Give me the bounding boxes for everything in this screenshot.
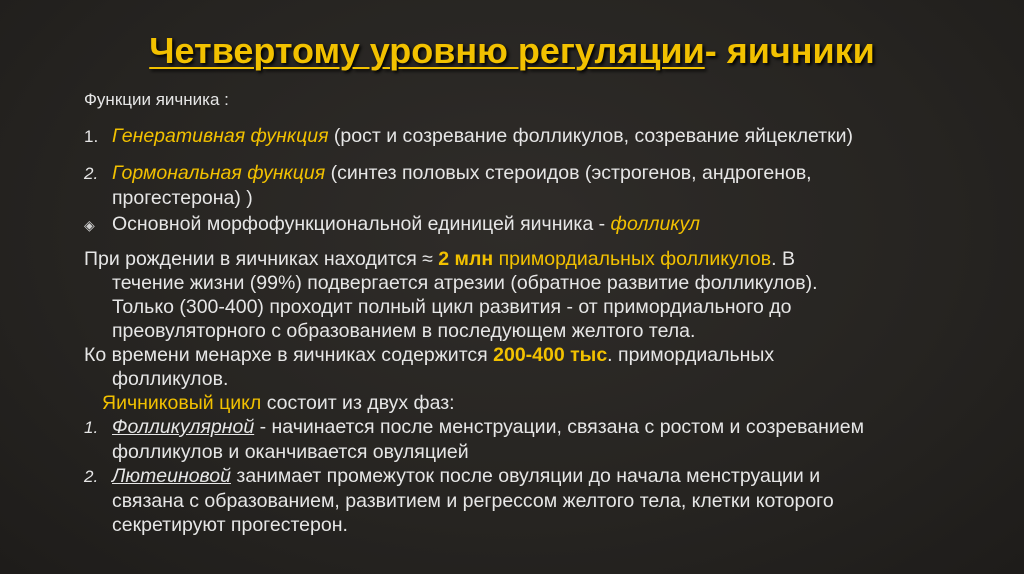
paragraph-menarche: [84, 343, 964, 391]
two-million-count: 2 млн: [438, 248, 494, 270]
slide-body: [84, 88, 964, 537]
hormonal-function-desc-2: прогестерона) ): [112, 187, 253, 209]
function-item-hormonal: [84, 161, 964, 210]
para1-line4: преовуляторного с образованием в последующем желтого тела.: [112, 320, 696, 342]
phase-follicular: [84, 415, 964, 464]
ovarian-cycle-rest: состоит из двух фаз:: [261, 392, 455, 414]
para1-line1-end: . В: [771, 248, 795, 270]
generative-function-desc: (рост и созревание фолликулов, созревание яйцеклетки): [328, 125, 854, 147]
paragraph-birth: [84, 247, 964, 343]
slide-title: [0, 30, 1024, 72]
title-underlined: Четвертому уровню регуляции: [149, 30, 705, 71]
hormonal-function-desc-1: (синтез половых стероидов (эстрогенов, андрогенов,: [325, 162, 812, 184]
follicle-count-menarche: 200-400 тыс: [493, 344, 608, 366]
function-item-generative: [84, 124, 964, 149]
phase-number: 1.: [84, 418, 99, 437]
hormonal-function-label: Гормональная функция: [112, 162, 326, 184]
bullet-morphofunctional-unit: [84, 212, 964, 237]
luteal-phase-desc-3: секретируют прогестерон.: [112, 514, 348, 536]
para1-lead: При рождении в яичниках находится ≈: [84, 248, 439, 270]
follicle-term: фолликул: [610, 213, 701, 235]
bullet-text: Основной морфофункциональной единицей яичника -: [112, 213, 611, 235]
para2-line2: фолликулов.: [112, 368, 229, 390]
functions-heading: Функции яичника :: [84, 90, 229, 109]
ovarian-cycle-intro: [84, 391, 964, 415]
diamond-bullet-icon: ◈: [84, 217, 95, 233]
para2-rest: . примордиальных: [607, 344, 775, 366]
para1-line2: течение жизни (99%) подвергается атрезии (обратное развитие фолликулов).: [112, 272, 818, 294]
follicular-phase-desc: - начинается после менструации, связана с ростом и созреванием: [254, 416, 864, 438]
luteal-phase-desc: занимает промежуток после овуляции до начала менструации и: [230, 465, 821, 487]
phase-number: 2.: [84, 467, 99, 486]
primordial-follicles-term: примордиальных фолликулов: [493, 248, 772, 270]
phase-luteal: [84, 464, 964, 537]
title-rest: - яичники: [704, 30, 875, 71]
para1-line3: Только (300-400) проходит полный цикл развития - от примордиального до: [112, 296, 792, 318]
luteal-phase-name: Лютеиновой: [112, 465, 231, 487]
ovarian-cycle-term: Яичниковый цикл: [102, 392, 262, 414]
item-number: 2.: [84, 164, 99, 183]
item-number: 1.: [84, 127, 99, 146]
follicular-phase-name: Фолликулярной: [112, 416, 255, 438]
para2-lead: Ко времени менархе в яичниках содержится: [84, 344, 494, 366]
generative-function-label: Генеративная функция: [112, 125, 329, 147]
follicular-phase-desc-2: фолликулов и оканчивается овуляцией: [112, 441, 469, 463]
luteal-phase-desc-2: связана с образованием, развитием и регрессом желтого тела, клетки которого: [112, 490, 834, 512]
